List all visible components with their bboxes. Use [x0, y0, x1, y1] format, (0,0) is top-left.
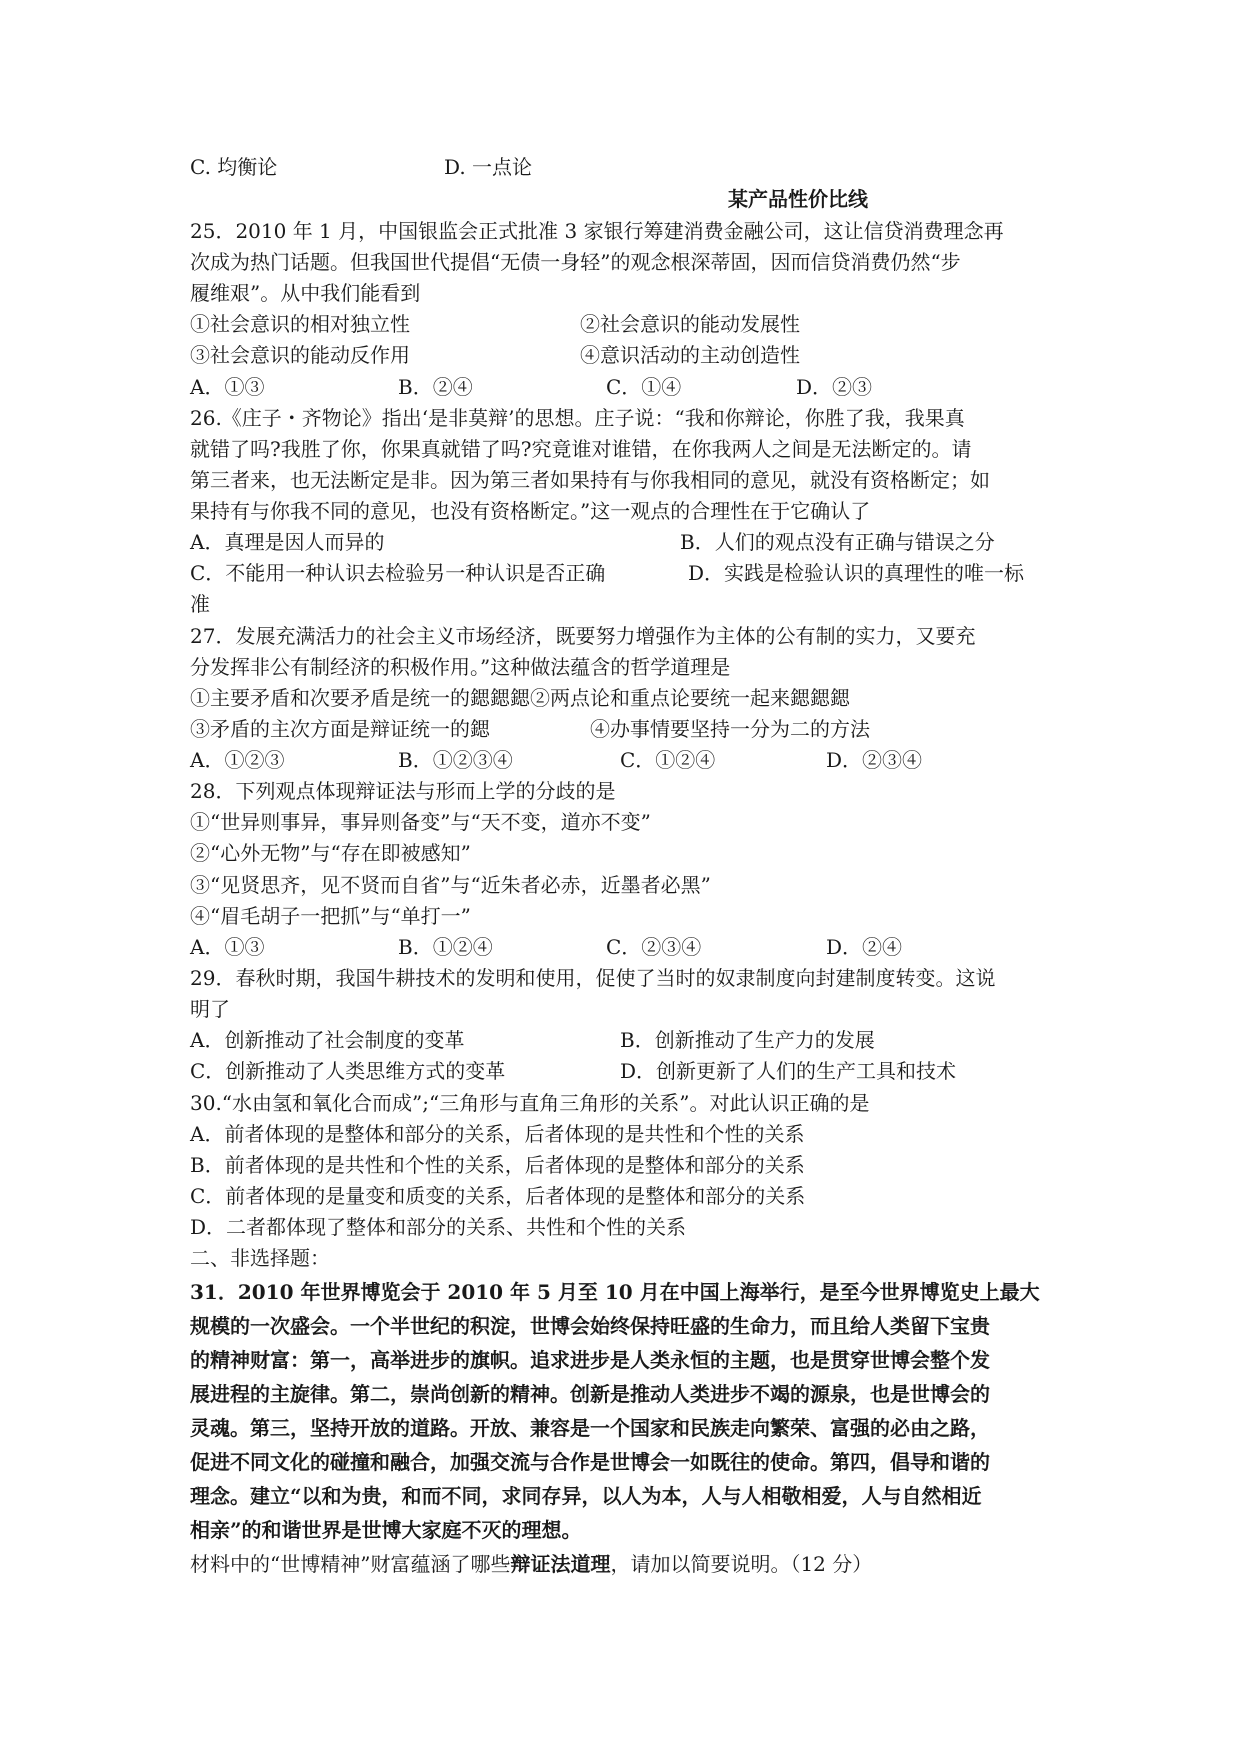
q27-option-c: C．①②④ [620, 748, 716, 772]
q31-material-line: 的精神财富：第一，高举进步的旗帜。追求进步是人类永恒的主题，也是贯穿世博会整个发 [190, 1348, 990, 1372]
q28-options [190, 932, 1070, 963]
q29-options-row2 [190, 1056, 1080, 1087]
q27-option-a: A．①②③ [190, 748, 285, 772]
q29-options-row1 [190, 1025, 1080, 1056]
q28-option-c: C．②③④ [606, 935, 702, 959]
q29-option-c: C．创新推动了人类思维方式的变革 [190, 1059, 506, 1083]
q29-option-d: D．创新更新了人们的生产工具和技术 [620, 1059, 957, 1083]
q30-option-b: B．前者体现的是共性和个性的关系，后者体现的是整体和部分的关系 [190, 1153, 805, 1177]
q29-stem-line: 29．春秋时期，我国牛耕技术的发明和使用，促使了当时的奴隶制度向封建制度转变。这说 [190, 966, 996, 990]
q29-option-a: A．创新推动了社会制度的变革 [190, 1028, 465, 1052]
q26-option-a: A．真理是因人而异的 [190, 530, 385, 554]
q25-option-a: A．①③ [190, 375, 265, 399]
q31-question [190, 1549, 872, 1580]
q24-option-d: D. 一点论 [444, 155, 533, 179]
q31-question-emphasis: 辩证法道理 [510, 1552, 611, 1576]
q26-stem-line: 就错了吗?我胜了你，你果真就错了吗?究竟谁对谁错，在你我两人之间是无法断定的。请 [190, 437, 972, 461]
q25-item: ②社会意识的能动发展性 [580, 312, 800, 336]
q29-option-b: B．创新推动了生产力的发展 [620, 1028, 875, 1052]
q25-options [190, 372, 1070, 403]
q31-material-line: 31．2010 年世界博览会于 2010 年 5 月至 10 月在中国上海举行，是至今世界博览史上最大 [190, 1280, 1040, 1304]
q27-option-b: B．①②③④ [398, 748, 513, 772]
q27-options [190, 745, 1070, 776]
q25-stem-line: 次成为热门话题。但我国世代提倡“无债一身轻”的观念根深蒂固，因而信贷消费仍然“步 [190, 250, 961, 274]
q28-stem: 28．下列观点体现辩证法与形而上学的分歧的是 [190, 779, 616, 803]
q28-item: ③“见贤思齐，见不贤而自省”与“近朱者必赤，近墨者必黑” [190, 873, 711, 897]
q27-stem-line: 分发挥非公有制经济的积极作用。”这种做法蕴含的哲学道理是 [190, 655, 731, 679]
q28-option-d: D．②④ [826, 935, 903, 959]
q29-stem-line: 明了 [190, 997, 230, 1021]
q31-question-post: ，请加以简要说明。（12 分） [610, 1552, 873, 1576]
q25-item: ①社会意识的相对独立性 [190, 312, 410, 336]
q30-option-a: A．前者体现的是整体和部分的关系，后者体现的是共性和个性的关系 [190, 1122, 805, 1146]
q28-item: ②“心外无物”与“存在即被感知” [190, 841, 471, 865]
q30-stem: 30.“水由氢和氧化合而成”;“三角形与直角三角形的关系”。对此认识正确的是 [190, 1091, 870, 1115]
q28-option-b: B．①②④ [398, 935, 493, 959]
q25-option-b: B．②④ [398, 375, 473, 399]
q27-item: ③矛盾的主次方面是辩证统一的鍶 [190, 717, 490, 741]
q25-option-d: D．②③ [796, 375, 873, 399]
q26-option-b: B．人们的观点没有正确与错误之分 [680, 530, 995, 554]
q31-material-line: 理念。建立“以和为贵，和而不同，求同存异，以人为本，人与人相敬相爱，人与自然相近 [190, 1484, 982, 1508]
q25-item: ③社会意识的能动反作用 [190, 343, 410, 367]
q26-stem-line: 第三者来，也无法断定是非。因为第三者如果持有与你我相同的意见，就没有资格断定；如 [190, 468, 990, 492]
q26-stem-line: 果持有与你我不同的意见，也没有资格断定。”这一观点的合理性在于它确认了 [190, 499, 871, 523]
q24-option-c: C. 均衡论 [190, 155, 278, 179]
q25-option-c: C．①④ [606, 375, 682, 399]
q26-options-row2 [190, 558, 1080, 589]
q27-stem-line: 27．发展充满活力的社会主义市场经济，既要努力增强作为主体的公有制的实力，又要充 [190, 624, 976, 648]
q31-material-line: 规模的一次盛会。一个半世纪的积淀，世博会始终保持旺盛的生命力，而且给人类留下宝贵 [190, 1314, 990, 1338]
q30-option-c: C．前者体现的是量变和质变的关系，后者体现的是整体和部分的关系 [190, 1184, 806, 1208]
q31-material-line: 促进不同文化的碰撞和融合，加强交流与合作是世博会一如既往的使命。第四，倡导和谐的 [190, 1450, 990, 1474]
q26-option-c: C．不能用一种认识去检验另一种认识是否正确 [190, 561, 606, 585]
q28-item: ④“眉毛胡子一把抓”与“单打一” [190, 904, 471, 928]
q25-stem-line: 履维艰”。从中我们能看到 [190, 281, 421, 305]
q28-option-a: A．①③ [190, 935, 265, 959]
q26-stem-line: 26.《庄子・齐物论》指出‘是非莫辩’的思想。庄子说：“我和你辩论，你胜了我，我果真 [190, 406, 965, 430]
q25-item: ④意识活动的主动创造性 [580, 343, 800, 367]
q27-option-d: D．②③④ [826, 748, 923, 772]
q25-stem-line: 25．2010 年 1 月，中国银监会正式批准 3 家银行筹建消费金融公司，这让信贷消费理念再 [190, 219, 1004, 243]
q28-item: ①“世异则事异，事异则备变”与“天不变，道亦不变” [190, 810, 651, 834]
section-heading: 二、非选择题： [190, 1246, 330, 1270]
q26-options-row1 [190, 527, 1080, 558]
q27-item: ①主要矛盾和次要矛盾是统一的鍶鍶鍶②两点论和重点论要统一起来鍶鍶鍶 [190, 686, 850, 710]
q31-material-line: 灵魂。第三，坚持开放的道路。开放、兼容是一个国家和民族走向繁荣、富强的必由之路， [190, 1416, 990, 1440]
q31-material-line: 相亲”的和谐世界是世博大家庭不灭的理想。 [190, 1518, 582, 1542]
q31-material-line: 展进程的主旋律。第二，崇尚创新的精神。创新是推动人类进步不竭的源泉，也是世博会的 [190, 1382, 990, 1406]
q30-option-d: D．二者都体现了整体和部分的关系、共性和个性的关系 [190, 1215, 687, 1239]
chart-caption: 某产品性价比线 [728, 187, 868, 211]
q27-item: ④办事情要坚持一分为二的方法 [590, 717, 870, 741]
q26-option-wrap: 准 [190, 592, 210, 616]
q26-option-d: D．实践是检验认识的真理性的唯一标 [688, 561, 1025, 585]
q31-question-pre: 材料中的“世博精神”财富蕴涵了哪些 [190, 1552, 511, 1576]
